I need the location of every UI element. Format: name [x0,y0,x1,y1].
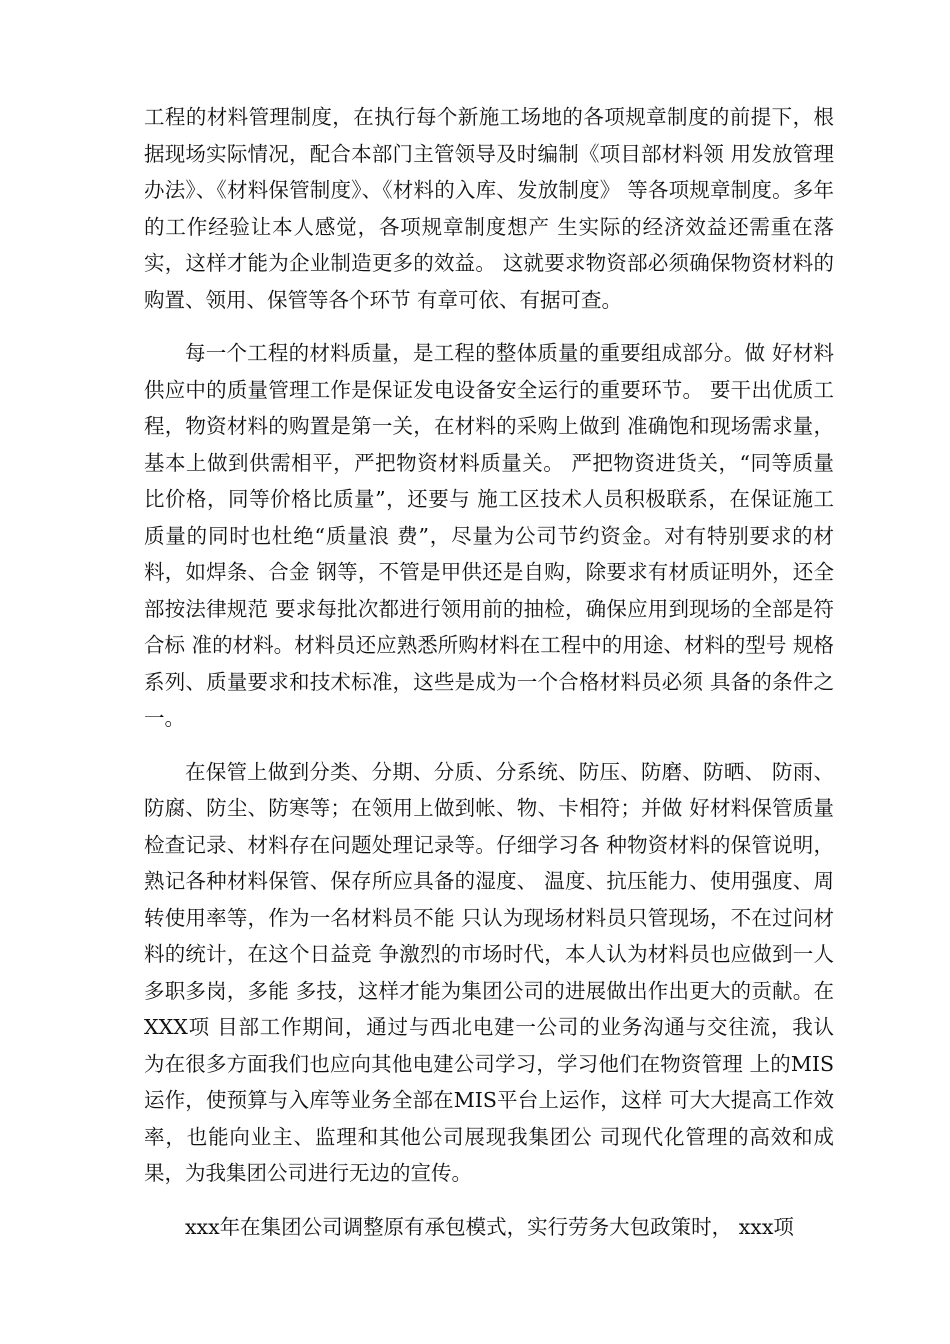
document-body [144,99,834,1262]
paragraph-4: xxx年在集团公司调整原有承包模式，实行劳务大包政策时， xxx项 [185,1214,794,1239]
paragraph-1: 工程的材料管理制度，在执行每个新施工场地的各项规章制度的前提下，根据现场实际情况，配合本部门主管领导及时编制《项目部材料领 用发放管理办法》、《材料保管制度》、《材料的入库、发放制度》 等各项规章制度。多年的工作经验让本人感觉，各项规章制度想产 生实际的经济效益还需重在落实，这样才能为企业制造更多的效益。 这就要求物资部必须确保物资材料的购置、领用、保管等各个环节 有章可依、有据可查。 [144,105,834,312]
paragraph-2: 每一个工程的材料质量，是工程的整体质量的重要组成部分。做 好材料供应中的质量管理工作是保证发电设备安全运行的重要环节。 要干出优质工程，物资材料的购置是第一关，在材料的采购上做到 准确饱和现场需求量，基本上做到供需相平，严把物资材料质量关。 严把物资进货关，“同等质量比价格，同等价格比质量”，还要与 施工区技术人员积极联系，在保证施工质量的同时也杜绝“质量浪 费”，尽量为公司节约资金。对有特别要求的材料，如焊条、合金 钢等，不管是甲供还是自购，除要求有材质证明外，还全部按法律规范 要求每批次都进行领用前的抽检，确保应用到现场的全部是符合标 准的材料。材料员还应熟悉所购材料在工程中的用途、材料的型号 规格系列、质量要求和技术标准，这些是成为一个合格材料员必须 具备的条件之一。 [144,341,834,730]
paragraph-3: 在保管上做到分类、分期、分质、分系统、防压、防磨、防晒、 防雨、防腐、防尘、防寒等；在领用上做到帐、物、卡相符；并做 好材料保管质量检查记录、材料存在问题处理记录等。仔细学习各 种物资材料的保管说明，熟记各种材料保管、保存所应具备的湿度、 温度、抗压能力、使用强度、周转使用率等，作为一名材料员不能 只认为现场材料员只管现场，不在过问材料的统计，在这个日益竞 争激烈的市场时代，本人认为材料员也应做到一人多职多岗，多能 多技，这样才能为集团公司的进展做出作出更大的贡献。在XXX项 目部工作期间，通过与西北电建一公司的业务沟通与交往流，我认 为在很多方面我们也应向其他电建公司学习，学习他们在物资管理 上的MIS运作，使预算与入库等业务全部在MIS平台上运作，这样 可大大提高工作效率，也能向业主、监理和其他公司展现我集团公 司现代化管理的高效和成果，为我集团公司进行无边的宣传。 [144,759,834,1185]
